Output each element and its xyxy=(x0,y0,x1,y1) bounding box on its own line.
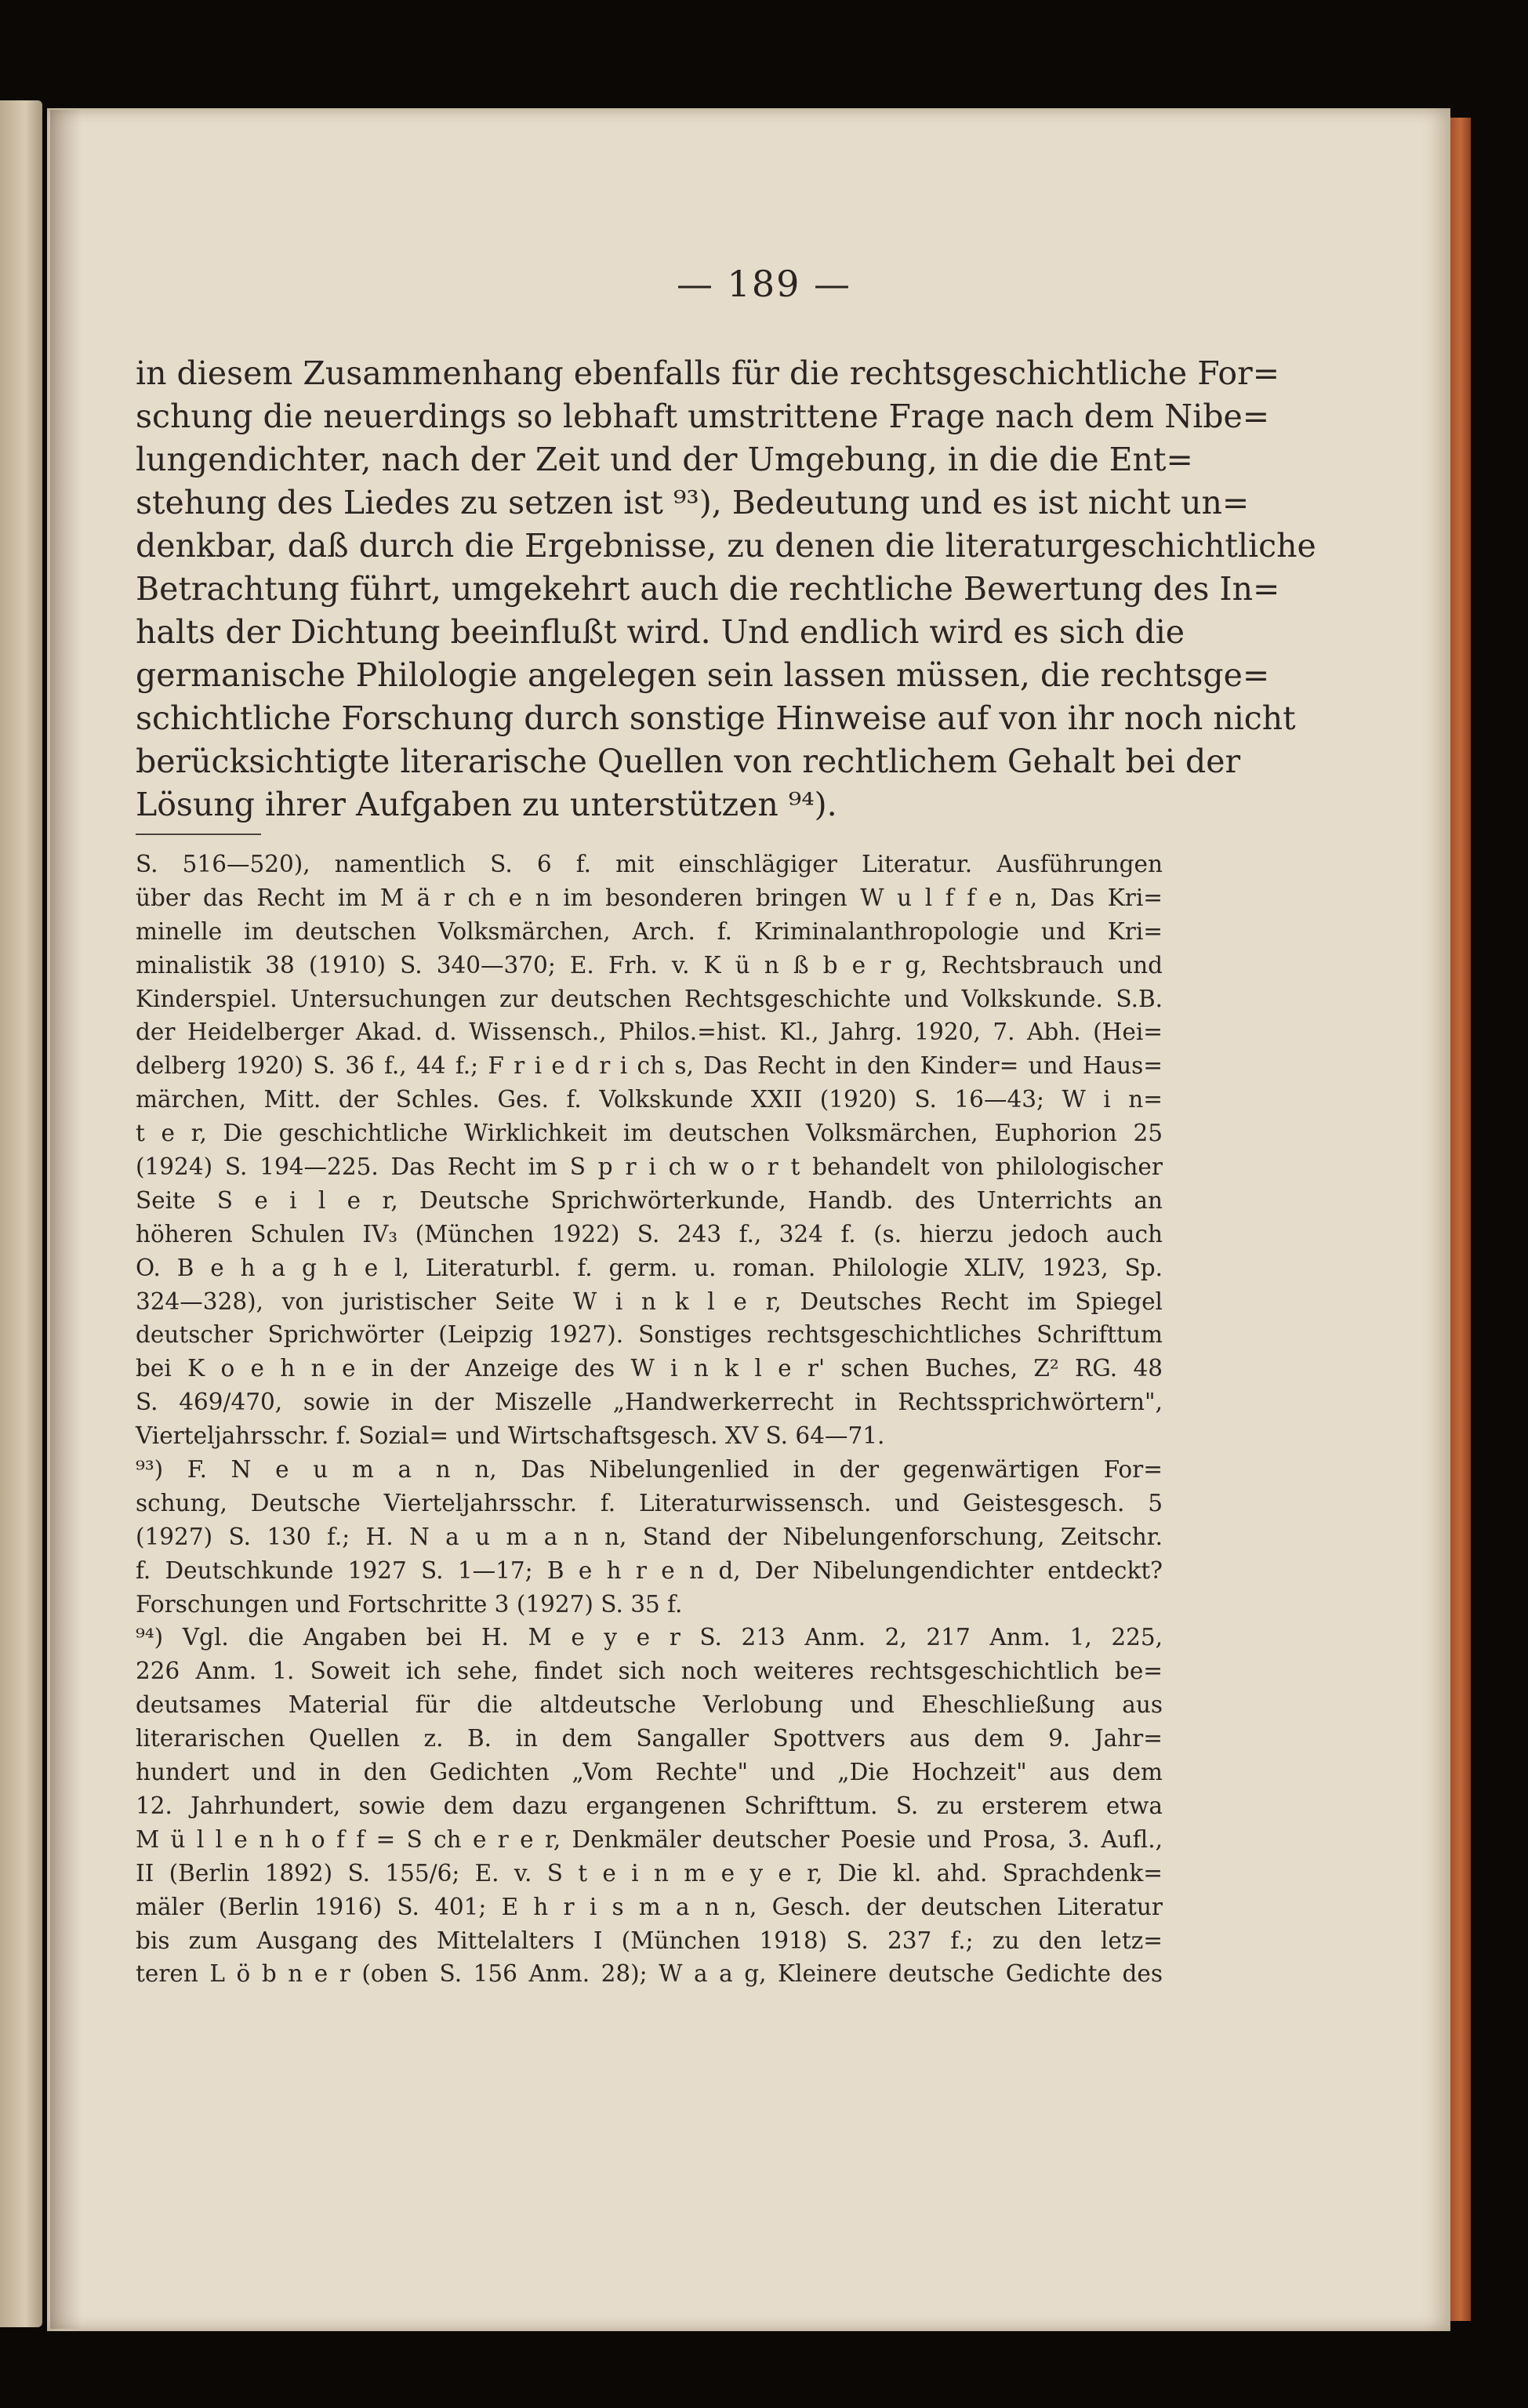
body-line: denkbar, daß durch die Ergebnisse, zu denen die literaturgeschichtliche xyxy=(136,527,1316,565)
footnote-line: 12. Jahrhundert, sowie dem dazu ergangenen Schrifttum. S. zu ersterem etwa xyxy=(136,1792,1163,1819)
body-line: schung die neuerdings so lebhaft umstrittene Frage nach dem Nibe= xyxy=(136,398,1270,435)
footnote-line: Forschungen und Fortschritte 3 (1927) S. 35 f. xyxy=(136,1590,683,1618)
footnote-line: O. B e h a g h e l, Literaturbl. f. germ. u. roman. Philologie XLIV, 1923, Sp. xyxy=(136,1254,1163,1281)
footnote-line: teren L ö b n e r (oben S. 156 Anm. 28); W a a g, Kleinere deutsche Gedichte des xyxy=(136,1960,1163,1988)
footnote-line: (1924) S. 194—225. Das Recht im S p r i ch w o r t behandelt von philologischer xyxy=(136,1153,1163,1181)
footnote-line: S. 469/470, sowie in der Miszelle „Handwerkerrecht in Rechtssprichwörtern", xyxy=(136,1389,1163,1416)
page-gutter-shadow xyxy=(50,110,82,2329)
footnote-line: mäler (Berlin 1916) S. 401; E h r i s m a n n, Gesch. der deutschen Literatur xyxy=(136,1893,1163,1920)
book-spine xyxy=(1450,118,1471,2321)
footnote-line: minalistik 38 (1910) S. 340—370; E. Frh. v. K ü n ß b e r g, Rechtsbrauch und xyxy=(136,951,1163,979)
footnote-line: (1927) S. 130 f.; H. N a u m a n n, Stand der Nibelungenforschung, Zeitschr. xyxy=(136,1523,1163,1550)
footnote-line: literarischen Quellen z. B. in dem Sangaller Spottvers aus dem 9. Jahr= xyxy=(136,1725,1163,1752)
body-line: stehung des Liedes zu setzen ist ⁹³), Bedeutung und es ist nicht un= xyxy=(136,484,1250,521)
footnote-line: deutsames Material für die altdeutsche Verlobung und Eheschließung aus xyxy=(136,1691,1163,1719)
body-line: berücksichtigte literarische Quellen von rechtlichem Gehalt bei der xyxy=(136,743,1241,780)
body-line: halts der Dichtung beeinflußt wird. Und endlich wird es sich die xyxy=(136,613,1185,651)
footnote-line: Seite S e i l e r, Deutsche Sprichwörterkunde, Handb. des Unterrichts an xyxy=(136,1186,1163,1214)
footnote-line: delberg 1920) S. 36 f., 44 f.; F r i e d r i ch s, Das Recht in den Kinder= und Haus= xyxy=(136,1052,1163,1080)
footnote-line: 324—328), von juristischer Seite W i n k l e r, Deutsches Recht im Spiegel xyxy=(136,1288,1163,1315)
footnote-divider xyxy=(136,834,261,835)
body-text xyxy=(136,352,1316,826)
footnote-line: f. Deutschkunde 1927 S. 1—17; B e h r e n d, Der Nibelungendichter entdeckt? xyxy=(136,1556,1163,1584)
footnote-line: minelle im deutschen Volksmärchen, Arch. f. Kriminalanthropologie und Kri= xyxy=(136,917,1163,945)
body-line: in diesem Zusammenhang ebenfalls für die rechtsgeschichtliche For= xyxy=(136,354,1280,392)
footnote-line: II (Berlin 1892) S. 155/6; E. v. S t e i n m e y e r, Die kl. ahd. Sprachdenk= xyxy=(136,1859,1163,1887)
body-line: Betrachtung führt, umgekehrt auch die rechtliche Bewertung des In= xyxy=(136,570,1280,608)
footnote-line: schung, Deutsche Vierteljahrsschr. f. Literaturwissensch. und Geistesgesch. 5 xyxy=(136,1489,1163,1516)
footnote-line: 226 Anm. 1. Soweit ich sehe, findet sich noch weiteres rechtsgeschichtlich be= xyxy=(136,1658,1163,1685)
footnote-line: der Heidelberger Akad. d. Wissensch., Philos.=hist. Kl., Jahrg. 1920, 7. Abh. (Hei= xyxy=(136,1019,1163,1046)
footnote-line: M ü l l e n h o f f = S ch e r e r, Denkmäler deutscher Poesie und Prosa, 3. Aufl., xyxy=(136,1825,1163,1853)
page-number: — 189 — xyxy=(676,263,852,305)
footnote-line: hundert und in den Gedichten „Vom Rechte" und „Die Hochzeit" aus dem xyxy=(136,1759,1163,1786)
footnote-line: bis zum Ausgang des Mittelalters I (München 1918) S. 237 f.; zu den letz= xyxy=(136,1927,1163,1954)
footnote-line: t e r, Die geschichtliche Wirklichkeit im deutschen Volksmärchen, Euphorion 25 xyxy=(136,1120,1163,1147)
footnote-line: ⁹⁴) Vgl. die Angaben bei H. M e y e r S. 213 Anm. 2, 217 Anm. 1, 225, xyxy=(136,1624,1163,1651)
footnote-line: Vierteljahrsschr. f. Sozial= und Wirtschaftsgesch. XV S. 64—71. xyxy=(136,1422,885,1450)
footnote-line: bei K o e h n e in der Anzeige des W i n k l e r' schen Buches, Z² RG. 48 xyxy=(136,1355,1163,1382)
body-line: lungendichter, nach der Zeit und der Umgebung, in die die Ent= xyxy=(136,441,1193,478)
footnote-line: über das Recht im M ä r ch e n im besonderen bringen W u l f f e n, Das Kri= xyxy=(136,884,1163,911)
facing-page-edge xyxy=(0,100,42,2327)
footnote-line: märchen, Mitt. der Schles. Ges. f. Volkskunde XXII (1920) S. 16—43; W i n= xyxy=(136,1086,1163,1113)
footnote-line: S. 516—520), namentlich S. 6 f. mit einschlägiger Literatur. Ausführungen xyxy=(136,851,1163,877)
footnote-line: deutscher Sprichwörter (Leipzig 1927). Sonstiges rechtsgeschichtliches Schrifttum xyxy=(136,1321,1163,1349)
footnote-line: Kinderspiel. Untersuchungen zur deutschen Rechtsgeschichte und Volkskunde. S.B. xyxy=(136,985,1163,1012)
body-line: schichtliche Forschung durch sonstige Hinweise auf von ihr noch nicht xyxy=(136,699,1296,737)
footnote-line: ⁹³) F. N e u m a n n, Das Nibelungenlied in der gegenwärtigen For= xyxy=(136,1456,1163,1484)
body-line: germanische Philologie angelegen sein lassen müssen, die rechtsge= xyxy=(136,656,1270,694)
footnote-line: höheren Schulen IV₃ (München 1922) S. 243 f., 324 f. (s. hierzu jedoch auch xyxy=(136,1220,1163,1248)
footnotes xyxy=(136,848,1163,1991)
body-line: Lösung ihrer Aufgaben zu unterstützen ⁹⁴). xyxy=(136,786,837,823)
